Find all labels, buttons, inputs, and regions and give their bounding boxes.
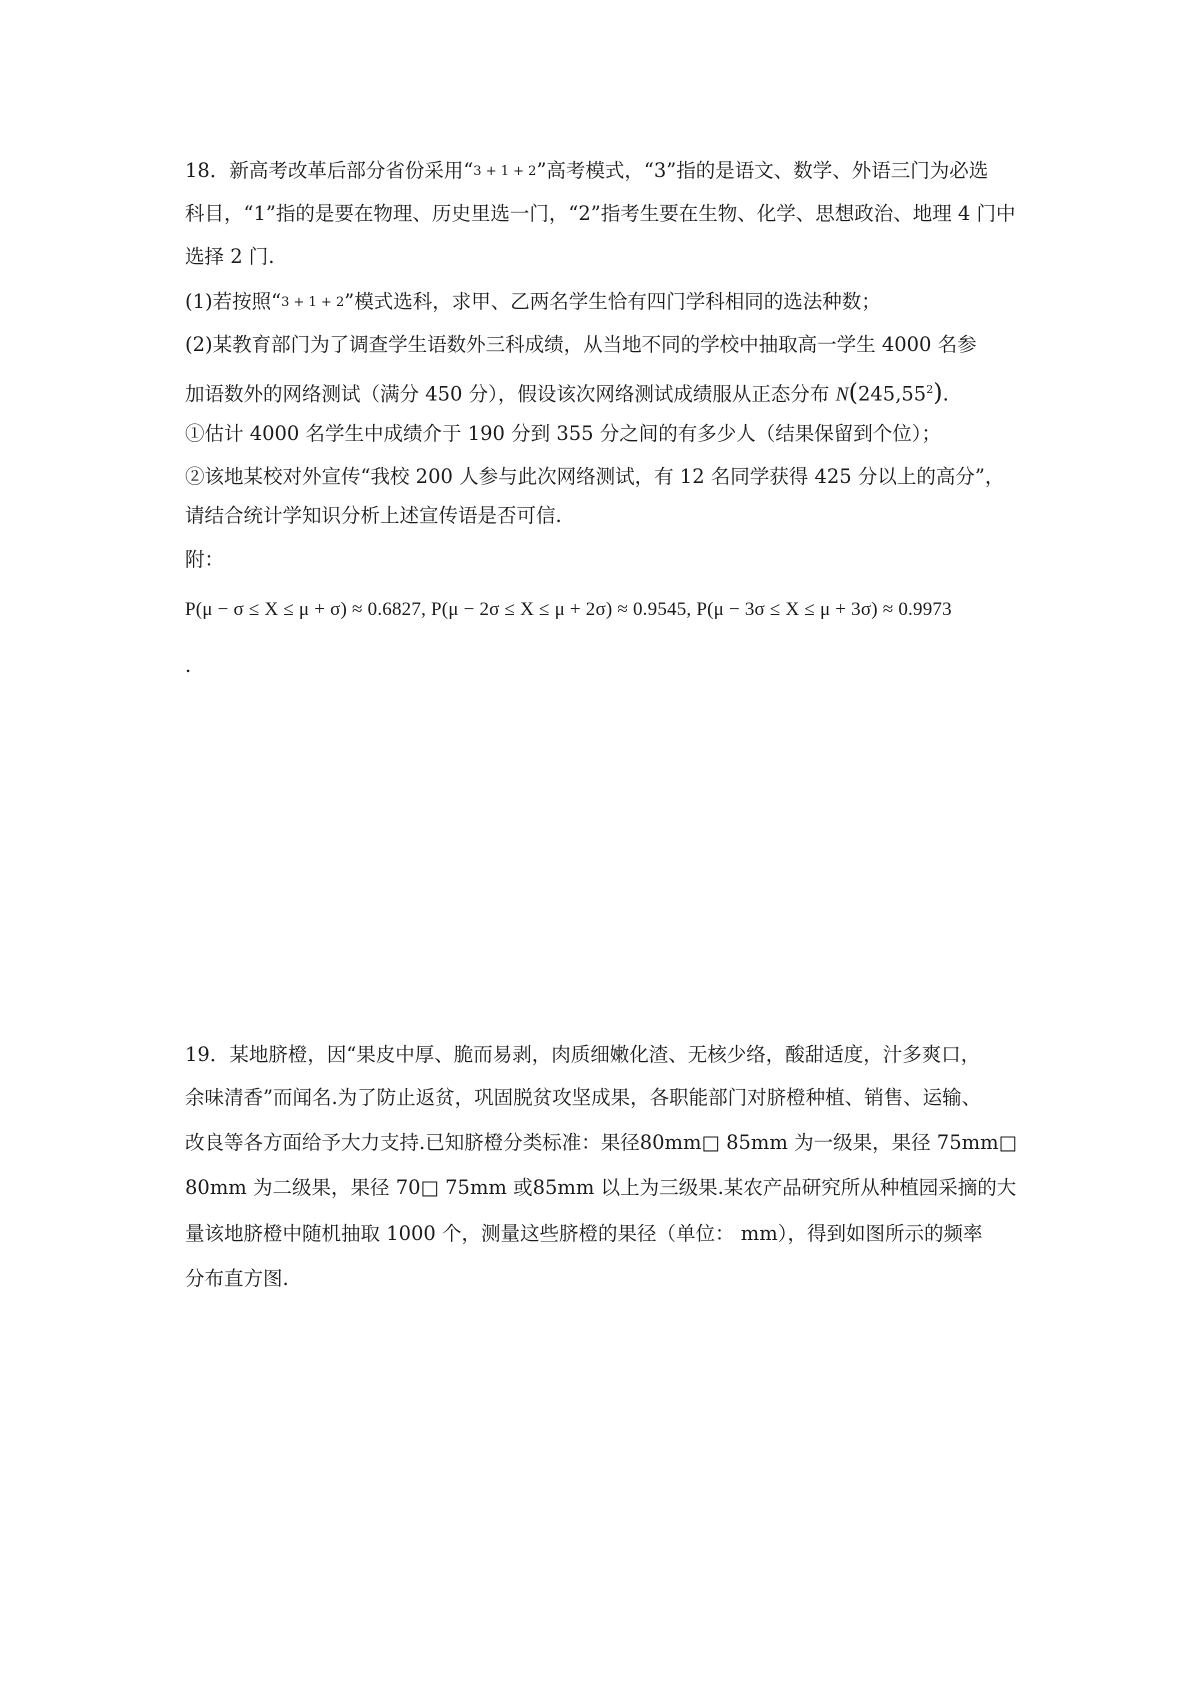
q18-subpart-1: ①估计 4000 名学生中成绩介于 190 分到 355 分之间的有多少人（结果保留到个位）； bbox=[185, 422, 942, 445]
q18-part-1 bbox=[185, 288, 881, 317]
normal-distribution-symbol: N bbox=[835, 384, 849, 406]
q18-line-2: 科目，“1”指的是要在物理、历史里选一门，“2”指考生要在生物、化学、思想政治、地理 4 门中 bbox=[185, 202, 1016, 225]
q18-line-1-text-end: ”高考模式，“3”指的是语文、数学、外语三门为必选 bbox=[536, 159, 989, 182]
variance-exponent: 2 bbox=[926, 383, 934, 396]
q19-line-6: 分布直方图. bbox=[185, 1267, 289, 1290]
probability-formula: P(μ − σ ≤ X ≤ μ + σ) ≈ 0.6827, P(μ − 2σ ≤ X ≤ μ + 2σ) ≈ 0.9545, P(μ − 3σ ≤ X ≤ μ + 3σ) ≈ 0.9973 bbox=[185, 599, 952, 620]
q18-line-6-text: 加语数外的网络测试（满分 450 分），假设该次网络测试成绩服从正态分布 bbox=[185, 382, 830, 406]
q19-line-3: 改良等各方面给予大力支持.已知脐橙分类标准：果径80mm□ 85mm 为一级果，果径 75mm□ bbox=[185, 1131, 1018, 1154]
q19-line-1: 19．某地脐橙，因“果皮中厚、脆而易剥，肉质细嫩化渣、无核少络，酸甜适度，汁多爽口， bbox=[185, 1043, 981, 1066]
q19-line-5: 量该地脐橙中随机抽取 1000 个，测量这些脐橙的果径（单位： mm），得到如图所示的频率 bbox=[185, 1222, 983, 1245]
q18-part-1-text-end: ”模式选科，求甲、乙两名学生恰有四门学科相同的选法种数； bbox=[344, 290, 881, 313]
q19-line-2: 余味清香”而闻名.为了防止返贫，巩固脱贫攻坚成果，各职能部门对脐橙种植、销售、运输、 bbox=[185, 1086, 982, 1109]
q19-line-4: 80mm 为二级果，果径 70□ 75mm 或85mm 以上为三级果.某农产品研究所从种植园采摘的大 bbox=[185, 1176, 1017, 1199]
q18-line-1 bbox=[185, 157, 988, 186]
q18-part-2: (2)某教育部门为了调查学生语数外三科成绩，从当地不同的学校中抽取高一学生 4000 名参 bbox=[185, 333, 977, 356]
q18-line-3: 选择 2 门. bbox=[185, 245, 275, 268]
formula-period: . bbox=[185, 654, 192, 677]
q18-part-1-text: (1)若按照“ bbox=[185, 290, 282, 313]
q18-line-9: 请结合统计学知识分析上述宣传语是否可信. bbox=[185, 504, 562, 527]
appendix-label: 附： bbox=[185, 548, 225, 571]
q18-line-6: 加语数外的网络测试（满分 450 分），假设该次网络测试成绩服从正态分布 N(245,55$^2$). bbox=[185, 378, 949, 407]
mode-label: 3 + 1 + 2 bbox=[473, 164, 537, 179]
q18-line-1-text: 18．新高考改革后部分省份采用“ bbox=[185, 159, 474, 182]
line-end-period: . bbox=[942, 382, 949, 406]
mode-label: 3 + 1 + 2 bbox=[281, 295, 345, 310]
distribution-params: 245,55 bbox=[857, 382, 927, 406]
q18-subpart-2: ②该地某校对外宣传“我校 200 人参与此次网络测试，有 12 名同学获得 425 分以上的高分”， bbox=[185, 465, 1005, 488]
